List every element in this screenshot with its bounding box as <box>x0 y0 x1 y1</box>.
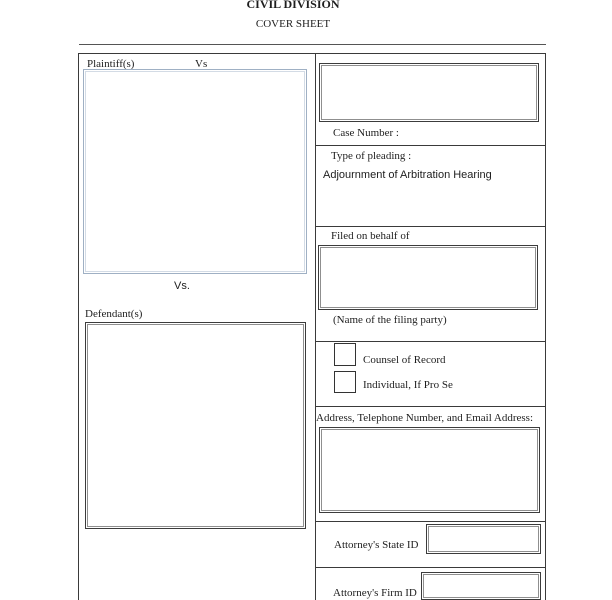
pleading-type-field[interactable]: Adjournment of Arbitration Hearing <box>323 169 492 181</box>
contact-label: Address, Telephone Number, and Email Address: <box>316 412 534 424</box>
attorney-firm-id-field[interactable] <box>421 572 541 600</box>
row-divider <box>315 341 546 342</box>
contact-field[interactable] <box>319 427 540 513</box>
row-divider <box>315 145 546 146</box>
table-top-border <box>78 53 546 54</box>
pleading-type-label: Type of pleading : <box>331 150 412 162</box>
table-column-divider <box>315 53 316 600</box>
attorney-firm-id-label: Attorney's Firm ID <box>333 587 417 599</box>
vs-label: Vs <box>195 58 208 70</box>
sheet-title: COVER SHEET <box>255 18 331 30</box>
defendant-label: Defendant(s) <box>85 308 143 320</box>
counsel-of-record-label: Counsel of Record <box>363 354 446 366</box>
plaintiff-field[interactable] <box>83 69 307 274</box>
pro-se-checkbox[interactable] <box>334 371 356 393</box>
vs-separator: Vs. <box>174 280 190 292</box>
counsel-of-record-checkbox[interactable] <box>334 343 356 366</box>
table-right-border <box>545 53 546 600</box>
defendant-field[interactable] <box>85 322 306 529</box>
filing-party-field[interactable] <box>318 245 538 310</box>
case-number-field[interactable] <box>319 63 539 122</box>
filing-party-hint: (Name of the filing party) <box>333 314 447 326</box>
row-divider <box>315 521 546 522</box>
filed-on-behalf-label: Filed on behalf of <box>331 230 410 242</box>
attorney-state-id-label: Attorney's State ID <box>334 539 419 551</box>
table-left-border <box>78 53 79 600</box>
plaintiff-label: Plaintiff(s) <box>87 58 135 70</box>
row-divider <box>315 226 546 227</box>
division-title: CIVIL DIVISION <box>246 0 340 11</box>
header-rule <box>79 44 546 45</box>
pro-se-label: Individual, If Pro Se <box>363 379 453 391</box>
row-divider <box>315 406 546 407</box>
row-divider <box>315 567 546 568</box>
case-number-label: Case Number : <box>333 127 399 139</box>
attorney-state-id-field[interactable] <box>426 524 541 554</box>
